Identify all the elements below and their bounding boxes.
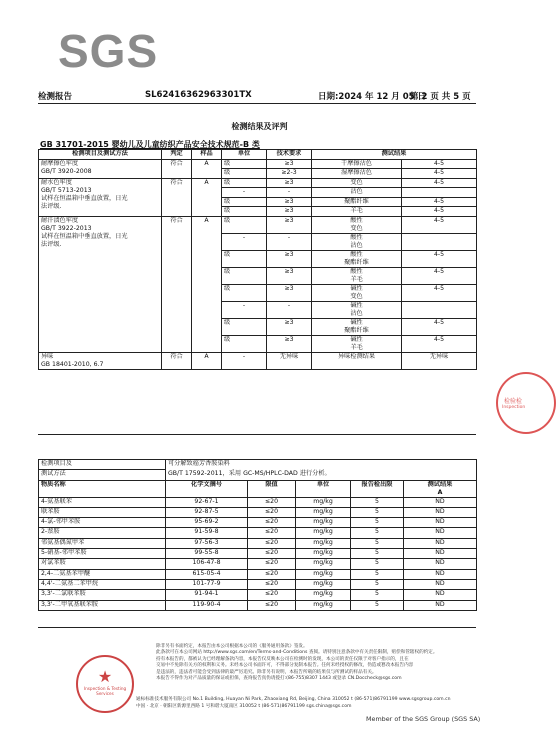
table-header-cell: 单位 (222, 150, 267, 160)
disclaimer-line: 交易中不免除有关方的权利和义务。未经本公司书面许可，不得部分复制本报告。任何未经授权的修改，伪造或篡改本报告内容 (156, 663, 414, 669)
table-header-cell: 技术要求 (267, 150, 312, 160)
sample-cell: A (192, 159, 222, 178)
table-header-cell: 报告检出限 (351, 480, 404, 497)
result-item-cell (312, 207, 402, 217)
method-line: GB/T 3922-2013 (41, 224, 92, 232)
requirement-cell: ≥3 (267, 207, 312, 217)
result-subitem: 聚酯纤维 (344, 326, 369, 334)
result-value-cell: 4-5 (402, 216, 477, 233)
mdl-cell: 5 (351, 559, 404, 569)
table-row (39, 216, 477, 233)
requirement-cell: ≥3 (267, 284, 312, 301)
name-cell: 5-硝基-邻甲苯胺 (39, 549, 166, 559)
disclaimer (156, 644, 476, 682)
unit-cell: - (222, 233, 267, 250)
result-subitem: 羊毛 (350, 275, 363, 283)
table-header-cell: 物质名称 (39, 480, 166, 497)
result-item-cell (312, 250, 402, 267)
result-item: 酸性 (350, 250, 363, 258)
requirement-cell: - (267, 188, 312, 198)
mdl-cell: 5 (351, 590, 404, 600)
result-subitem: 沾色 (350, 309, 363, 317)
company-seal (76, 655, 134, 713)
result-cell: ND (404, 579, 477, 589)
result-value-cell: 4-5 (402, 335, 477, 352)
cas-cell: 91-59-8 (166, 528, 248, 538)
requirement-cell: ≥3 (267, 267, 312, 284)
result-item: 酸性 (350, 233, 363, 241)
result-item: 酸性 (350, 216, 363, 224)
address-line-2: 中国 · 北京 · 朝阳区新源里西路 1 号和谐大厦南区 310052 t (86-571)86791199 sgs.china@sgs.com (136, 704, 352, 709)
result-item-cell (312, 301, 402, 318)
limit-cell: ≤20 (248, 549, 296, 559)
cas-cell: 92-67-1 (166, 497, 248, 507)
unit-cell: - (222, 352, 267, 369)
label-test-method: 测试方法 (39, 470, 166, 480)
unit-cell: 级 (222, 335, 267, 352)
cas-cell: 92-87-5 (166, 507, 248, 517)
disclaimer-line: 除非另有书面约定，本报告由本公司根据本公司的《服务通用条款》签发。 (156, 644, 308, 649)
name-cell: 4-氯-邻甲苯胺 (39, 518, 166, 528)
mid-divider (38, 434, 476, 435)
table-row (39, 159, 477, 169)
limit-cell: ≤20 (248, 569, 296, 579)
requirement-cell: ≥3 (267, 159, 312, 169)
unit-cell: mg/kg (296, 600, 351, 610)
result-item-cell (312, 267, 402, 284)
result-cell: ND (404, 518, 477, 528)
result-item-cell (312, 216, 402, 233)
result-subitem: 变色 (350, 224, 363, 232)
result-value-cell (402, 188, 477, 198)
mdl-cell: 5 (351, 569, 404, 579)
result-value-cell: 4-5 (402, 159, 477, 169)
name-cell: 4,4'-二氨基二苯甲烷 (39, 579, 166, 589)
report-label: 检测报告 (38, 92, 73, 102)
section-title: 检测结果及评判 (231, 122, 288, 131)
result-subitem: 聚酯纤维 (344, 258, 369, 266)
judgement-cell: 符合 (162, 159, 192, 178)
mdl-cell: 5 (351, 538, 404, 548)
test-method-cell (39, 178, 162, 216)
unit-cell: 级 (222, 284, 267, 301)
limit-cell: ≤20 (248, 497, 296, 507)
test-method-value: GB/T 17592-2011，采用 GC-MS/HPLC-DAD 进行分析。 (166, 470, 477, 480)
result-value-cell: 4-5 (402, 250, 477, 267)
unit-cell: 级 (222, 159, 267, 169)
result-value-cell: 4-5 (402, 197, 477, 207)
unit-cell: mg/kg (296, 497, 351, 507)
result-item-cell (312, 233, 402, 250)
unit-cell: mg/kg (296, 590, 351, 600)
method-line: 试样在恒温箱中垂直放置，日光 (41, 232, 128, 240)
requirement-cell: ≥3 (267, 335, 312, 352)
unit-cell: mg/kg (296, 559, 351, 569)
label-test-item: 检测项目及 (39, 460, 166, 470)
requirement-cell: ≥3 (267, 178, 312, 188)
sgs-logo: SGS (58, 25, 159, 77)
method-line: 耐汗渍色牢度 (41, 216, 79, 224)
table-header-cell: 化学文摘号 (166, 480, 248, 497)
unit-cell: mg/kg (296, 549, 351, 559)
limit-cell: ≤20 (248, 559, 296, 569)
table-row (39, 528, 477, 538)
cas-cell: 615-05-4 (166, 569, 248, 579)
result-item-cell (312, 159, 402, 169)
result-value-cell: 4-5 (402, 267, 477, 284)
result-item: 干摩擦沾色 (341, 159, 372, 167)
result-item-cell (312, 188, 402, 198)
result-item: 聚酯纤维 (344, 197, 369, 205)
unit-cell: mg/kg (296, 569, 351, 579)
result-item-cell (312, 284, 402, 301)
judgement-cell: 符合 (162, 352, 192, 369)
report-number: SL62416362963301TX (145, 90, 252, 100)
limit-cell: ≤20 (248, 518, 296, 528)
requirement-cell: 无异味 (267, 352, 312, 369)
result-item: 变色 (350, 178, 363, 186)
table-row (39, 352, 477, 369)
method-line: GB/T 3920-2008 (41, 167, 92, 175)
method-line: 法评级. (41, 240, 62, 248)
table-header-cell: 测试结果 (312, 150, 477, 160)
name-cell: 3,3'-二甲氧基联苯胺 (39, 600, 166, 610)
limit-cell: ≤20 (248, 590, 296, 600)
sample-cell: A (192, 352, 222, 369)
mdl-cell: 5 (351, 507, 404, 517)
test-method-cell (39, 352, 162, 369)
test-method-cell (39, 159, 162, 178)
seal-label: Inspection & Testing Services (83, 686, 127, 696)
table-header-cell: 判定 (162, 150, 192, 160)
result-item: 沾色 (350, 188, 363, 195)
limit-cell: ≤20 (248, 507, 296, 517)
result-item-cell (312, 169, 402, 179)
table-row (39, 538, 477, 548)
test-method-cell (39, 216, 162, 352)
name-cell: 2-萘胺 (39, 528, 166, 538)
result-value-cell (402, 233, 477, 250)
requirement-cell: ≥3 (267, 197, 312, 207)
requirement-cell: - (267, 233, 312, 250)
requirement-cell: ≥2-3 (267, 169, 312, 179)
result-value-cell: 4-5 (402, 169, 477, 179)
name-cell: 3,3'-二氯联苯胺 (39, 590, 166, 600)
star-icon: ★ (97, 667, 113, 686)
result-item-cell (312, 197, 402, 207)
result-subitem: 变色 (350, 292, 363, 300)
header-divider (38, 103, 476, 104)
unit-cell: mg/kg (296, 528, 351, 538)
table-header-cell (404, 480, 477, 497)
side-seal-text-1: 检验检 (504, 398, 523, 405)
unit-cell: 级 (222, 197, 267, 207)
mdl-cell: 5 (351, 518, 404, 528)
disclaimer-line: 此条款可在本公司网站 http://www.sgs.com/en/Terms-and-Conditions 查阅。请特别注意条款中有关责任限制，赔偿和管辖权的约定。 (156, 650, 438, 656)
table-row (39, 178, 477, 188)
result-subitem: 羊毛 (350, 343, 363, 351)
limit-cell: ≤20 (248, 600, 296, 610)
mdl-cell: 5 (351, 579, 404, 589)
name-cell: 4-氨基联苯 (39, 497, 166, 507)
unit-cell: - (222, 301, 267, 318)
table-row (39, 549, 477, 559)
name-cell: 邻氨基偶氮甲苯 (39, 538, 166, 548)
result-item-cell (312, 178, 402, 188)
result-item: 碱性 (350, 284, 363, 292)
cas-cell: 99-55-8 (166, 549, 248, 559)
result-item-cell (312, 335, 402, 352)
result-value-cell: 4-5 (402, 318, 477, 335)
report-date: 日期:2024 年 12 月 05 日 (318, 92, 427, 102)
result-subitem: 沾色 (350, 241, 363, 249)
result-cell: ND (404, 569, 477, 579)
standard-title: GB 31701-2015 婴幼儿及儿童纺织产品安全技术规范-B 类 (40, 140, 260, 149)
aromatic-amine-table (38, 459, 477, 611)
result-item-cell (312, 318, 402, 335)
judgement-cell: 符合 (162, 178, 192, 216)
method-line: 试样在恒温箱中垂直放置，日光 (41, 194, 128, 202)
limit-cell: ≤20 (248, 538, 296, 548)
result-item: 碱性 (350, 318, 363, 326)
side-seal (496, 372, 556, 434)
table-row (39, 590, 477, 600)
member-line: Member of the SGS Group (SGS SA) (366, 715, 481, 723)
result-item: 异味检测结果 (337, 352, 376, 360)
table-row (39, 497, 477, 507)
table-row (39, 559, 477, 569)
result-cell: ND (404, 600, 477, 610)
mdl-cell: 5 (351, 528, 404, 538)
side-seal-text-2: Inspection (502, 405, 526, 410)
disclaimer-line: 持有本报告的，都被认为已经理解条款内容，本报告仅反映本公司在检测时的发现，本公司的责任仅限于对客户指示的，且在 (156, 656, 409, 662)
requirement-cell: ≥3 (267, 250, 312, 267)
method-line: GB/T 5713-2013 (41, 186, 92, 194)
result-cell: ND (404, 549, 477, 559)
cas-cell: 91-94-1 (166, 590, 248, 600)
address-line-1: 通标标准技术服务有限公司 No.1 Building, Huayan Ni Park, Zhaoxiang Rd, Beijing, China 310052 t (86-571)86791199 www.sgsgroup.com.cn (136, 697, 451, 702)
result-value-cell (402, 301, 477, 318)
requirement-cell: ≥3 (267, 216, 312, 233)
result-item: 碱性 (350, 335, 363, 343)
table-row (39, 600, 477, 610)
result-value-cell: 4-5 (402, 207, 477, 217)
table-row (39, 579, 477, 589)
result-item: 酸性 (350, 267, 363, 275)
judgement-cell: 符合 (162, 216, 192, 352)
cas-cell: 119-90-4 (166, 600, 248, 610)
name-cell: 联苯胺 (39, 507, 166, 517)
unit-cell: 级 (222, 216, 267, 233)
result-item: 湿摩擦沾色 (341, 169, 372, 176)
sample-header: A (437, 488, 443, 496)
unit-cell: mg/kg (296, 579, 351, 589)
limit-cell: ≤20 (248, 579, 296, 589)
result-item: 羊毛 (350, 207, 363, 214)
table-row (39, 569, 477, 579)
disclaimer-line: 本报告不得作为对产品质量的保证或担保，查询报告真伪请拨打:(86-755)8307 1443 或登录 CN.Doccheck@sgs.com (156, 676, 402, 682)
table-row (39, 507, 477, 517)
mdl-cell: 5 (351, 497, 404, 507)
method-line: 耐水色牢度 (41, 178, 72, 186)
method-line: 法评级. (41, 202, 62, 210)
cas-cell: 97-56-3 (166, 538, 248, 548)
header-label: 测试结果 (427, 480, 453, 488)
disclaimer-line: 是违法的，违法者可能会受到法律的最严厉追究。除非另有说明，本报告所载的结果仅与所测试的样品有关。 (156, 669, 377, 675)
unit-cell: - (222, 188, 267, 198)
cas-cell: 106-47-8 (166, 559, 248, 569)
table-header-cell: 限值 (248, 480, 296, 497)
method-line: 异味 (41, 352, 54, 360)
unit-cell: 级 (222, 178, 267, 188)
unit-cell: mg/kg (296, 507, 351, 517)
colorfastness-table (38, 149, 477, 370)
footer-divider (38, 627, 476, 628)
unit-cell: 级 (222, 267, 267, 284)
requirement-cell: ≥3 (267, 318, 312, 335)
unit-cell: 级 (222, 207, 267, 217)
requirement-cell: - (267, 301, 312, 318)
cas-cell: 95-69-2 (166, 518, 248, 528)
unit-cell: 级 (222, 169, 267, 179)
sample-cell: A (192, 178, 222, 216)
sample-cell: A (192, 216, 222, 352)
result-cell: ND (404, 497, 477, 507)
name-cell: 2,4-二氨基苯甲醚 (39, 569, 166, 579)
method-line: 耐摩擦色牢度 (41, 159, 79, 167)
table-row (39, 518, 477, 528)
page-indicator: 第 2 页 共 5 页 (410, 92, 471, 102)
result-item: 碱性 (350, 301, 363, 309)
result-item-cell (312, 352, 402, 369)
result-cell: ND (404, 507, 477, 517)
unit-cell: mg/kg (296, 518, 351, 528)
name-cell: 对氯苯胺 (39, 559, 166, 569)
result-cell: ND (404, 538, 477, 548)
result-value-cell: 无异味 (402, 352, 477, 369)
limit-cell: ≤20 (248, 528, 296, 538)
result-value-cell: 4-5 (402, 284, 477, 301)
unit-cell: 级 (222, 250, 267, 267)
unit-cell: 级 (222, 318, 267, 335)
result-value-cell: 4-5 (402, 178, 477, 188)
cas-cell: 101-77-9 (166, 579, 248, 589)
result-cell: ND (404, 528, 477, 538)
unit-cell: mg/kg (296, 538, 351, 548)
table-header-cell: 检测项目及测试方法 (39, 150, 162, 160)
result-cell: ND (404, 590, 477, 600)
table-header-cell: 单位 (296, 480, 351, 497)
test-item-value: 可分解致癌芳香胺染料 (166, 460, 477, 470)
mdl-cell: 5 (351, 600, 404, 610)
table-header-cell: 样品 (192, 150, 222, 160)
mdl-cell: 5 (351, 549, 404, 559)
result-cell: ND (404, 559, 477, 569)
method-line: GB 18401-2010, 6.7 (41, 360, 104, 368)
